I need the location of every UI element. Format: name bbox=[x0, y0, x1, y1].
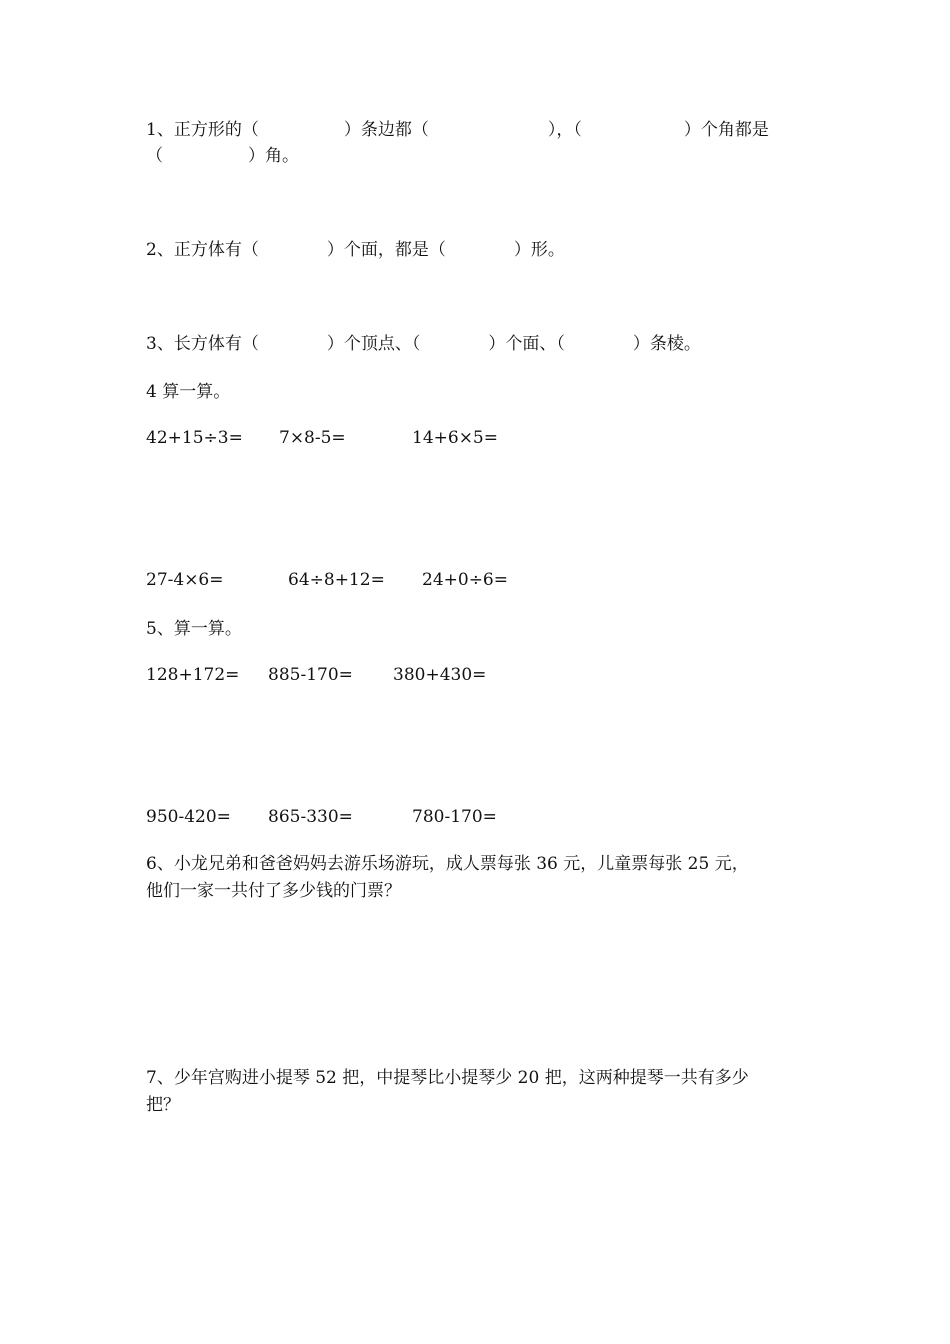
question-6-line-2: 他们一家一共付了多少钱的门票？ bbox=[146, 881, 401, 901]
question-2: 2、正方体有（ ）个面，都是（ ）形。 bbox=[146, 240, 565, 260]
question-6-line-1: 6、小龙兄弟和爸爸妈妈去游乐场游玩，成人票每张 36 元，儿童票每张 25 元， bbox=[146, 854, 749, 874]
equation: 380+430= bbox=[393, 665, 487, 685]
question-7-line-1: 7、少年宫购进小提琴 52 把，中提琴比小提琴少 20 把，这两种提琴一共有多少 bbox=[146, 1068, 749, 1088]
equation: 14+6×5= bbox=[412, 428, 498, 448]
equation: 42+15÷3= bbox=[146, 428, 243, 448]
equation: 24+0÷6= bbox=[422, 570, 508, 590]
question-3: 3、长方体有（ ）个顶点、（ ）个面、（ ）条棱。 bbox=[146, 334, 701, 354]
question-4-title: 4 算一算。 bbox=[146, 382, 231, 402]
question-5-title: 5、算一算。 bbox=[146, 619, 242, 639]
question-7-line-2: 把？ bbox=[146, 1095, 180, 1115]
equation: 128+172= bbox=[146, 665, 240, 685]
equation: 7×8-5= bbox=[279, 428, 346, 448]
equation: 27-4×6= bbox=[146, 570, 224, 590]
question-1-line-2: （ ）角。 bbox=[146, 146, 299, 166]
equation: 885-170= bbox=[268, 665, 353, 685]
equation: 950-420= bbox=[146, 807, 231, 827]
equation: 865-330= bbox=[268, 807, 353, 827]
equation: 64÷8+12= bbox=[288, 570, 385, 590]
question-1-line-1: 1、正方形的（ ）条边都（ ），（ ）个角都是 bbox=[146, 120, 769, 140]
equation: 780-170= bbox=[412, 807, 497, 827]
